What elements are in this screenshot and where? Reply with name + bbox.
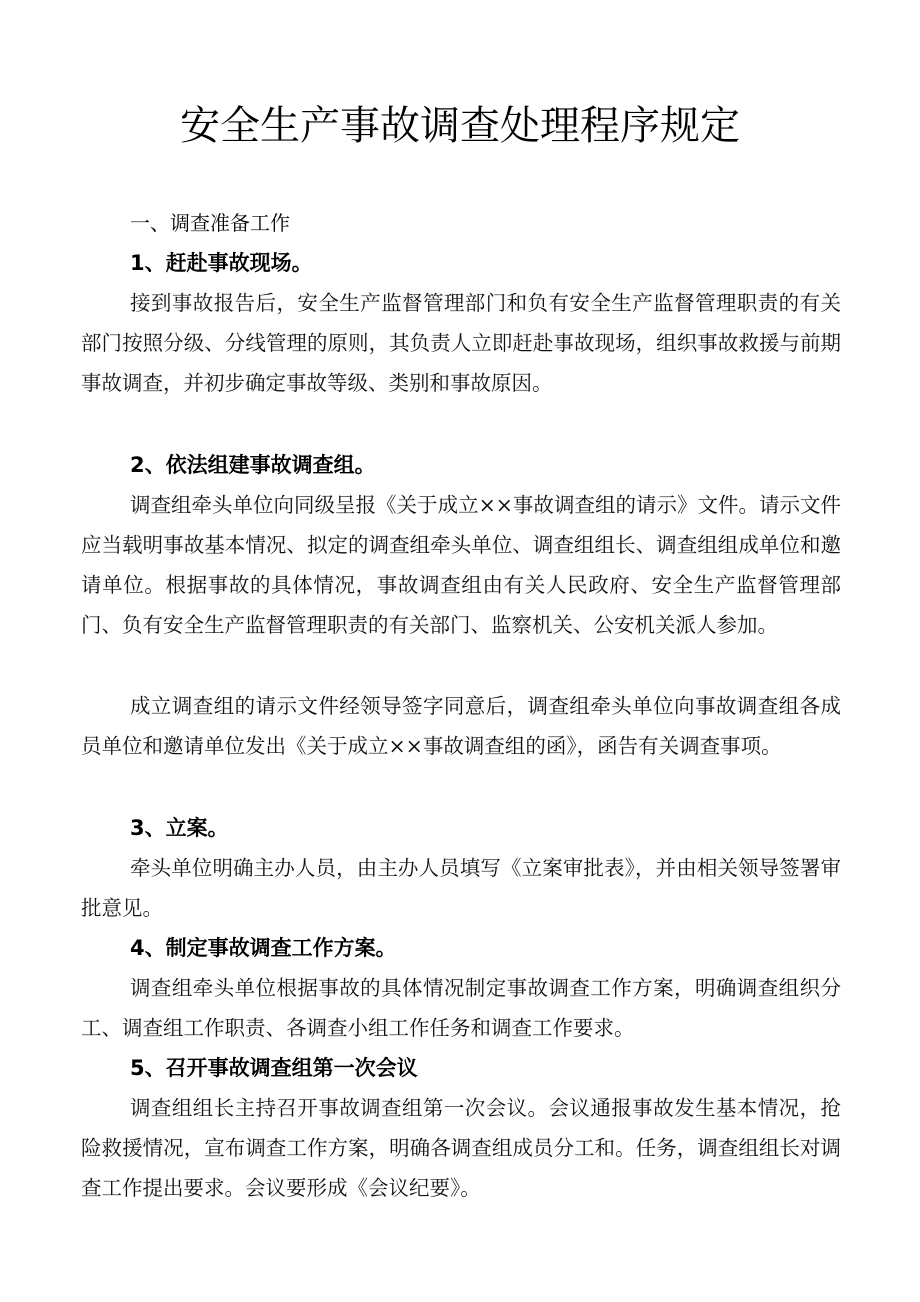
item-1-paragraph-1: 接到事故报告后，安全生产监督管理部门和负有安全生产监督管理职责的有关部门按照分级、分线管理的原则，其负责人立即赶赴事故现场，组织事故救援与前期事故调查，并初步确定事故等级、类别和事故原因。 (81, 291, 841, 395)
document-title: 安全生产事故调查处理程序规定 (180, 103, 740, 149)
item-5-paragraph-1: 调查组组长主持召开事故调查组第一次会议。会议通报事故发生基本情况，抢险救援情况，宣布调查工作方案，明确各调查组成员分工和。任务，调查组组长对调查工作提出要求。会议要形成《会议纪要》。 (81, 1096, 841, 1200)
item-2-heading: 2、依法组建事故调查组。 (130, 453, 376, 477)
item-4-paragraph-1: 调查组牵头单位根据事故的具体情况制定事故调查工作方案，明确调查组织分工、调查组工作职责、各调查小组工作任务和调查工作要求。 (81, 976, 841, 1040)
item-3-heading: 3、立案。 (130, 816, 229, 840)
item-3-paragraph-1: 牵头单位明确主办人员，由主办人员填写《立案审批表》，并由相关领导签署审批意见。 (81, 856, 841, 920)
item-2-paragraph-1: 调查组牵头单位向同级呈报《关于成立××事故调查组的请示》文件。请示文件应当载明事故基本情况、拟定的调查组牵头单位、调查组组长、调查组组成单位和邀请单位。根据事故的具体情况，事故调查组由有关人民政府、安全生产监督管理部门、负有安全生产监督管理职责的有关部门、监察机关、公安机关派人参加。 (81, 493, 841, 637)
item-4-heading: 4、制定事故调查工作方案。 (130, 936, 397, 960)
item-1-heading: 1、赶赴事故现场。 (130, 251, 313, 275)
item-5-heading: 5、召开事故调查组第一次会议 (130, 1056, 418, 1080)
item-2-paragraph-2: 成立调查组的请示文件经领导签字同意后，调查组牵头单位向事故调查组各成员单位和邀请单位发出《关于成立××事故调查组的函》，函告有关调查事项。 (81, 694, 841, 758)
section-heading: 一、调查准备工作 (130, 211, 290, 235)
